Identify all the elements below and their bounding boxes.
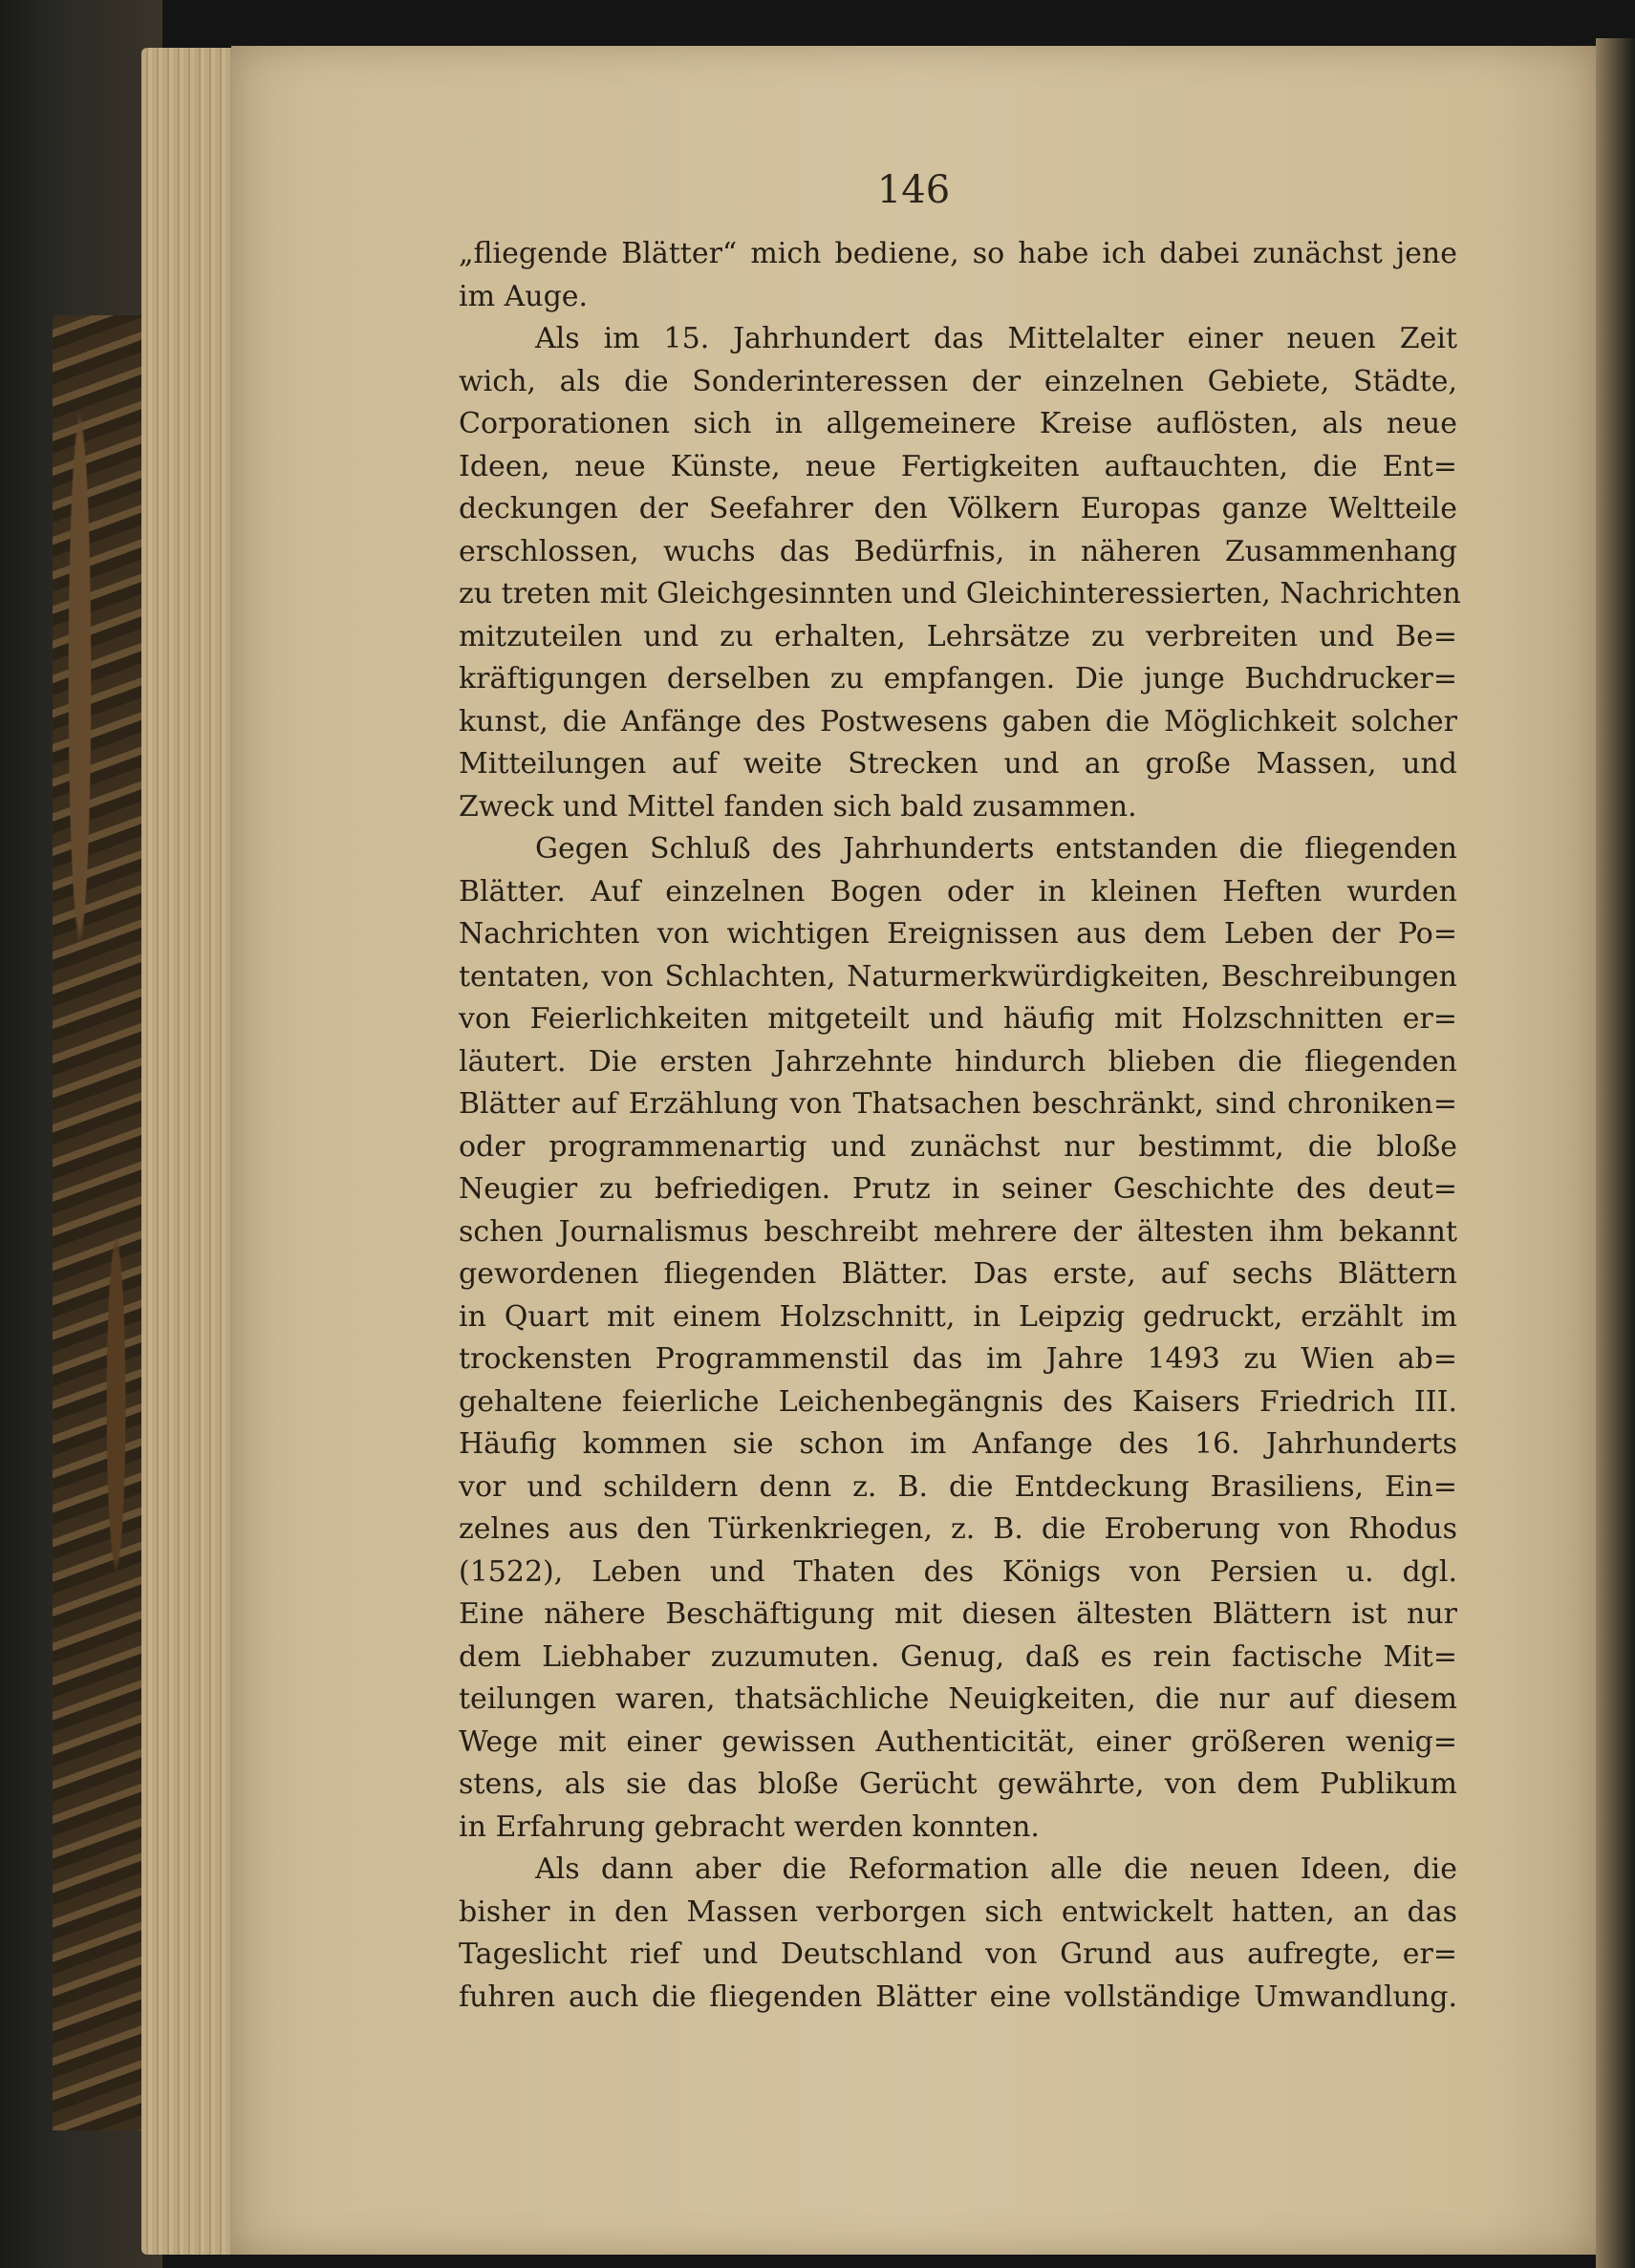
text-line: Blätter auf Erzählung von Thatsachen beschränkt, sind chroniken= xyxy=(459,1087,1457,1121)
text-line: Wege mit einer gewissen Authenticität, einer größeren wenig= xyxy=(459,1724,1457,1759)
body-text xyxy=(459,233,1461,2019)
text-line: Tageslicht rief und Deutschland von Grund aus aufregte, er= xyxy=(459,1937,1457,1971)
text-line: kunst, die Anfänge des Postwesens gaben die Möglichkeit solcher xyxy=(459,704,1457,738)
text-line: schen Journalismus beschreibt mehrere der ältesten ihm bekannt xyxy=(459,1214,1457,1249)
text-line: kräftigungen derselben zu empfangen. Die junge Buchdrucker= xyxy=(459,662,1457,695)
text-line: zu treten mit Gleichgesinnten und Gleichinteressierten, Nachrichten xyxy=(459,577,1461,610)
text-line: gehaltene feierliche Leichenbegängnis des Kaisers Friedrich III. xyxy=(459,1384,1457,1419)
text-line: Eine nähere Beschäftigung mit diesen ältesten Blättern ist nur xyxy=(459,1597,1457,1631)
text-line: deckungen der Seefahrer den Völkern Europas ganze Weltteile xyxy=(459,492,1457,525)
page-number: 146 xyxy=(876,168,951,212)
text-line: Blätter. Auf einzelnen Bogen oder in kleinen Heften wurden xyxy=(459,874,1457,909)
text-line: oder programmenartig und zunächst nur bestimmt, die bloße xyxy=(459,1129,1457,1164)
text-line: im Auge. xyxy=(459,279,589,313)
text-line: von Feierlichkeiten mitgeteilt und häufig mit Holzschnitten er= xyxy=(459,1002,1457,1036)
text-line: (1522), Leben und Thaten des Königs von Persien u. dgl. xyxy=(459,1554,1457,1589)
text-line: mitzuteilen und zu erhalten, Lehrsätze zu verbreiten und Be= xyxy=(459,619,1457,653)
text-line: bisher in den Massen verborgen sich entwickelt hatten, an das xyxy=(459,1894,1457,1929)
text-line: Corporationen sich in allgemeinere Kreise auflösten, als neue xyxy=(459,407,1457,440)
text-line: erschlossen, wuchs das Bedürfnis, in näheren Zusammenhang xyxy=(459,534,1457,568)
text-line: Neugier zu befriedigen. Prutz in seiner Geschichte des deut= xyxy=(459,1172,1457,1206)
text-line: Zweck und Mittel fanden sich bald zusammen. xyxy=(459,789,1137,824)
text-line: Ideen, neue Künste, neue Fertigkeiten auftauchten, die Ent= xyxy=(459,449,1457,483)
marbled-cover-paper xyxy=(53,315,143,2130)
text-line: vor und schildern denn z. B. die Entdeckung Brasiliens, Ein= xyxy=(459,1469,1457,1504)
text-line: dem Liebhaber zuzumuten. Genug, daß es rein factische Mit= xyxy=(459,1639,1457,1674)
text-line: in Quart mit einem Holzschnitt, in Leipzig gedruckt, erzählt im xyxy=(459,1299,1457,1334)
text-line: gewordenen fliegenden Blätter. Das erste, auf sechs Blättern xyxy=(459,1257,1457,1291)
text-line: Als im 15. Jahrhundert das Mittelalter einer neuen Zeit xyxy=(535,322,1457,355)
text-line: stens, als sie das bloße Gerücht gewährte, von dem Publikum xyxy=(459,1767,1457,1801)
text-line: „fliegende Blätter“ mich bediene, so habe ich dabei zunächst jene xyxy=(459,237,1457,270)
text-line: zelnes aus den Türkenkriegen, z. B. die Eroberung von Rhodus xyxy=(459,1512,1457,1546)
text-line: fuhren auch die fliegenden Blätter eine vollständige Umwandlung. xyxy=(459,1979,1457,2014)
page-edges xyxy=(141,48,237,2255)
text-line: Häufig kommen sie schon im Anfange des 16. Jahrhunderts xyxy=(459,1427,1457,1461)
text-line: läutert. Die ersten Jahrzehnte hindurch blieben die fliegenden xyxy=(459,1044,1457,1079)
text-line: wich, als die Sonderinteressen der einzelnen Gebiete, Städte, xyxy=(459,364,1457,398)
text-line: Mitteilungen auf weite Strecken und an große Massen, und xyxy=(459,747,1457,781)
text-line: Gegen Schluß des Jahrhunderts entstanden die fliegenden xyxy=(535,832,1457,866)
text-line: in Erfahrung gebracht werden konnten. xyxy=(459,1809,1040,1844)
text-line: tentaten, von Schlachten, Naturmerkwürdigkeiten, Beschreibungen xyxy=(459,959,1457,994)
text-line: trockensten Programmenstil das im Jahre 1493 zu Wien ab= xyxy=(459,1342,1457,1376)
text-line: Als dann aber die Reformation alle die neuen Ideen, die xyxy=(535,1852,1457,1886)
text-line: Nachrichten von wichtigen Ereignissen aus dem Leben der Po= xyxy=(459,917,1457,951)
facing-page-edge xyxy=(1596,38,1635,2268)
text-line: teilungen waren, thatsächliche Neuigkeiten, die nur auf diesem xyxy=(459,1682,1457,1716)
